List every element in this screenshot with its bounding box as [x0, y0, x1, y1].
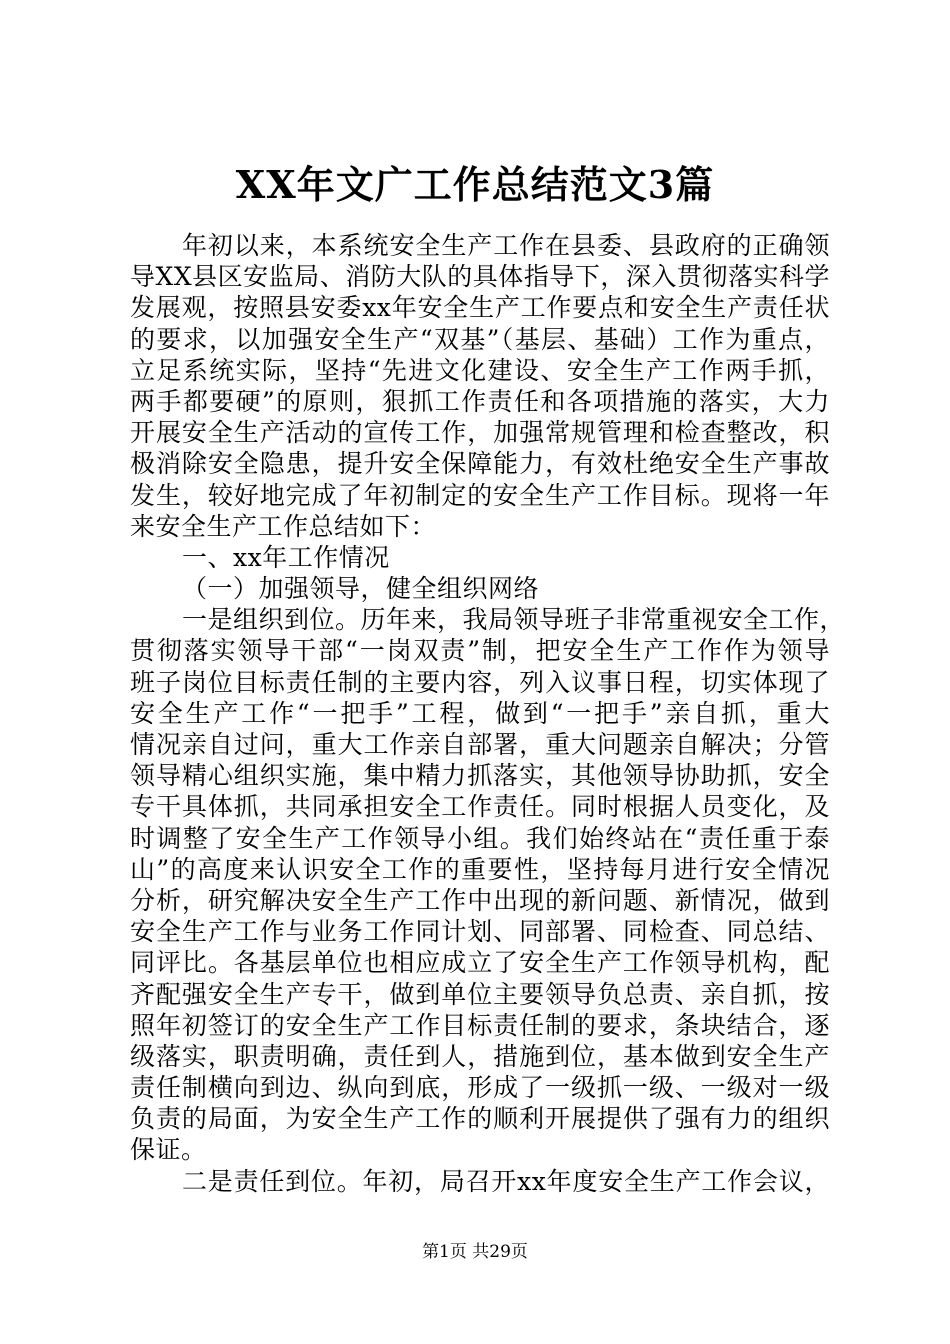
text-line: 责任制横向到边、纵向到底，形成了一级抓一级、一级对一级	[130, 1073, 830, 1103]
text-line: 级落实，职责明确，责任到人，措施到位，基本做到安全生产	[130, 1041, 830, 1071]
text-line: 齐配强安全生产专干，做到单位主要领导负总责、亲自抓，按	[130, 979, 830, 1009]
document-body	[130, 230, 846, 1197]
text-line: 分析，研究解决安全生产工作中出现的新问题、新情况，做到	[130, 885, 830, 915]
text-line: 年初以来，本系统安全生产工作在县委、县政府的正确领	[182, 231, 830, 260]
text-line: 专干具体抓，共同承担安全工作责任。同时根据人员变化，及	[130, 792, 830, 822]
text-line: 山”的高度来认识安全工作的重要性，坚持每月进行安全情况	[130, 854, 830, 884]
text-line: 照年初签订的安全生产工作目标责任制的要求，条块结合，逐	[130, 1010, 830, 1040]
text-line: 班子岗位目标责任制的主要内容，列入议事日程，切实体现了	[130, 667, 830, 697]
subsection-heading: （一）加强领导，健全组织网络	[182, 574, 540, 604]
text-line: 安全生产工作与业务工作同计划、同部署、同检查、同总结、	[130, 917, 830, 947]
text-line: 二是责任到位。年初，局召开xx年度安全生产工作会议，	[182, 1166, 830, 1196]
text-line: 安全生产工作“一把手”工程，做到“一把手”亲自抓，重大	[130, 698, 830, 728]
text-line: 一是组织到位。历年来，我局领导班子非常重视安全工作，	[182, 605, 846, 635]
text-line: 极消除安全隐患，提升安全保障能力，有效杜绝安全生产事故	[130, 449, 830, 479]
text-line: 时调整了安全生产工作领导小组。我们始终站在“责任重于泰	[130, 823, 830, 853]
text-line: 保证。	[130, 1135, 207, 1165]
text-line: 发展观，按照县安委xx年安全生产工作要点和安全生产责任状	[130, 293, 830, 323]
text-line: 的要求，以加强安全生产“双基”（基层、基础）工作为重点，	[130, 324, 830, 354]
text-line: 立足系统实际，坚持“先进文化建设、安全生产工作两手抓，	[130, 355, 830, 385]
document-title: XX年文广工作总结范文3篇	[235, 162, 715, 207]
text-line: 同评比。各基层单位也相应成立了安全生产工作领导机构，配	[130, 948, 830, 978]
text-line: 来安全生产工作总结如下：	[130, 511, 437, 541]
text-line: 发生，较好地完成了年初制定的安全生产工作目标。现将一年	[130, 480, 830, 510]
text-line: 开展安全生产活动的宣传工作，加强常规管理和检查整改，积	[130, 418, 830, 448]
page-footer: 第1页 共29页	[422, 1242, 528, 1262]
section-heading: 一、xx年工作情况	[182, 542, 390, 572]
text-line: 导XX县区安监局、消防大队的具体指导下，深入贯彻落实科学	[130, 262, 830, 292]
text-line: 两手都要硬”的原则，狠抓工作责任和各项措施的落实，大力	[130, 386, 830, 416]
text-line: 领导精心组织实施，集中精力抓落实，其他领导协助抓，安全	[130, 761, 830, 791]
text-line: 情况亲自过问，重大工作亲自部署，重大问题亲自解决；分管	[130, 730, 830, 759]
text-line: 贯彻落实领导干部“一岗双责”制，把安全生产工作作为领导	[130, 636, 830, 666]
text-line: 负责的局面，为安全生产工作的顺利开展提供了强有力的组织	[130, 1104, 830, 1134]
